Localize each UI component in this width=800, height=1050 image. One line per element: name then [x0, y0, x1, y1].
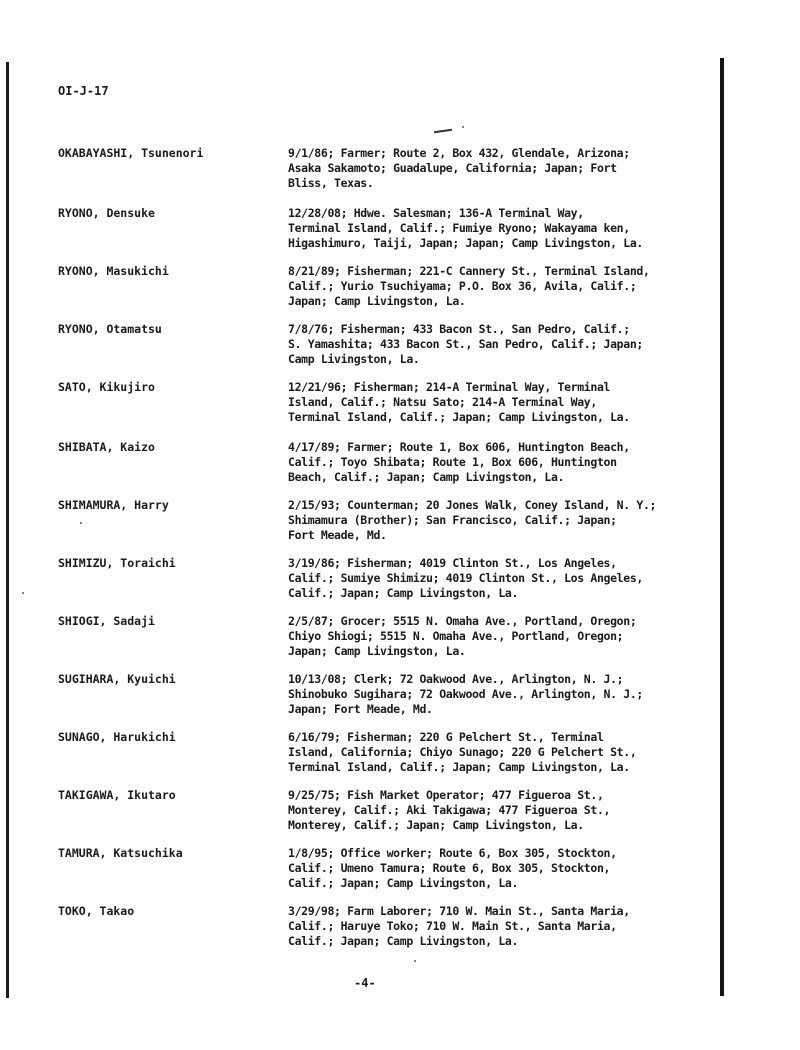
- entry-detail-line: Terminal Island, Calif.; Japan; Camp Livingston, La.: [288, 410, 630, 424]
- entry-name: SHIBATA, Kaizo: [58, 440, 155, 454]
- entry-detail-line: Terminal Island, Calif.; Japan; Camp Livingston, La.: [288, 760, 630, 774]
- document-id: OI-J-17: [58, 84, 109, 98]
- entry-detail-line: Calif.; Umeno Tamura; Route 6, Box 305, Stockton,: [288, 861, 611, 875]
- entry-detail-line: Camp Livingston, La.: [288, 352, 420, 366]
- entry-details: [288, 264, 713, 309]
- entry-detail-line: 1/8/95; Office worker; Route 6, Box 305, Stockton,: [288, 846, 617, 860]
- entry-detail-line: Japan; Fort Meade, Md.: [288, 702, 433, 716]
- entry-detail-line: Fort Meade, Md.: [288, 528, 387, 542]
- entry-details: [288, 730, 713, 775]
- entry-detail-line: 4/17/89; Farmer; Route 1, Box 606, Huntington Beach,: [288, 440, 630, 454]
- entry-name: TOKO, Takao: [58, 904, 135, 918]
- entry-details: [288, 440, 713, 485]
- entry-details: [288, 380, 713, 425]
- entry-detail-line: Calif.; Sumiye Shimizu; 4019 Clinton St., Los Angeles,: [288, 571, 643, 585]
- entry-name: RYONO, Densuke: [58, 206, 155, 220]
- entry-name: TAMURA, Katsuchika: [58, 846, 183, 860]
- entry-detail-line: Chiyo Shiogi; 5515 N. Omaha Ave., Portland, Oregon;: [288, 629, 624, 643]
- entry-detail-line: 9/1/86; Farmer; Route 2, Box 432, Glendale, Arizona;: [288, 146, 630, 160]
- entry-detail-line: Bliss, Texas.: [288, 176, 374, 190]
- entry-detail-line: Calif.; Japan; Camp Livingston, La.: [288, 586, 519, 600]
- entry-detail-line: S. Yamashita; 433 Bacon St., San Pedro, Calif.; Japan;: [288, 337, 643, 351]
- entry-name: SHIOGI, Sadaji: [58, 614, 155, 628]
- entry-details: [288, 498, 713, 543]
- entry-detail-line: Shinobuko Sugihara; 72 Oakwood Ave., Arlington, N. J.;: [288, 687, 643, 701]
- entry-details: [288, 206, 713, 251]
- entry-name: TAKIGAWA, Ikutaro: [58, 788, 176, 802]
- entry-details: [288, 846, 713, 891]
- entry-detail-line: 8/21/89; Fisherman; 221-C Cannery St., Terminal Island,: [288, 264, 650, 278]
- entry-detail-line: 10/13/08; Clerk; 72 Oakwood Ave., Arlington, N. J.;: [288, 672, 624, 686]
- entry-detail-line: 12/21/96; Fisherman; 214-A Terminal Way, Terminal: [288, 380, 611, 394]
- entry-details: [288, 146, 713, 191]
- entry-detail-line: 2/5/87; Grocer; 5515 N. Omaha Ave., Portland, Oregon;: [288, 614, 637, 628]
- entry-detail-line: Calif.; Japan; Camp Livingston, La.: [288, 934, 519, 948]
- page-number: -4-: [354, 976, 376, 990]
- entry-name: OKABAYASHI, Tsunenori: [58, 146, 204, 160]
- entry-name: SHIMAMURA, Harry: [58, 498, 169, 512]
- entry-detail-line: Calif.; Toyo Shibata; Route 1, Box 606, Huntington: [288, 455, 617, 469]
- entry-name: SATO, Kikujiro: [58, 380, 155, 394]
- entry-details: [288, 788, 713, 833]
- entry-name: RYONO, Masukichi: [58, 264, 169, 278]
- entry-detail-line: Monterey, Calif.; Aki Takigawa; 477 Figueroa St.,: [288, 803, 611, 817]
- entry-name: SUNAGO, Harukichi: [58, 730, 176, 744]
- entry-detail-line: 9/25/75; Fish Market Operator; 477 Figueroa St.,: [288, 788, 604, 802]
- entry-name: SUGIHARA, Kyuichi: [58, 672, 176, 686]
- entry-detail-line: 2/15/93; Counterman; 20 Jones Walk, Coney Island, N. Y.;: [288, 498, 657, 512]
- entry-detail-line: Calif.; Yurio Tsuchiyama; P.O. Box 36, Avila, Calif.;: [288, 279, 637, 293]
- entry-detail-line: Asaka Sakamoto; Guadalupe, California; Japan; Fort: [288, 161, 617, 175]
- entry-detail-line: 6/16/79; Fisherman; 220 G Pelchert St., Terminal: [288, 730, 604, 744]
- entry-detail-line: Japan; Camp Livingston, La.: [288, 294, 466, 308]
- entry-detail-line: Island, California; Chiyo Sunago; 220 G Pelchert St.,: [288, 745, 637, 759]
- entry-detail-line: Calif.; Haruye Toko; 710 W. Main St., Santa Maria,: [288, 919, 617, 933]
- entry-detail-line: Japan; Camp Livingston, La.: [288, 644, 466, 658]
- entry-details: [288, 672, 713, 717]
- entry-name: RYONO, Otamatsu: [58, 322, 162, 336]
- entry-detail-line: 3/19/86; Fisherman; 4019 Clinton St., Los Angeles,: [288, 556, 617, 570]
- entry-detail-line: 12/28/08; Hdwe. Salesman; 136-A Terminal Way,: [288, 206, 584, 220]
- entry-detail-line: Terminal Island, Calif.; Fumiye Ryono; Wakayama ken,: [288, 221, 630, 235]
- entry-detail-line: Monterey, Calif.; Japan; Camp Livingston, La.: [288, 818, 584, 832]
- entry-detail-line: 3/29/98; Farm Laborer; 710 W. Main St., Santa Maria,: [288, 904, 630, 918]
- entry-details: [288, 904, 713, 949]
- entry-details: [288, 322, 713, 367]
- entry-detail-line: 7/8/76; Fisherman; 433 Bacon St., San Pedro, Calif.;: [288, 322, 630, 336]
- entry-detail-line: Island, Calif.; Natsu Sato; 214-A Terminal Way,: [288, 395, 597, 409]
- entry-detail-line: Higashimuro, Taiji, Japan; Japan; Camp Livingston, La.: [288, 236, 643, 250]
- entry-detail-line: Beach, Calif.; Japan; Camp Livingston, La.: [288, 470, 565, 484]
- entry-details: [288, 614, 713, 659]
- entry-name: SHIMIZU, Toraichi: [58, 556, 176, 570]
- entry-detail-line: Shimamura (Brother); San Francisco, Calif.; Japan;: [288, 513, 617, 527]
- entry-details: [288, 556, 713, 601]
- entry-detail-line: Calif.; Japan; Camp Livingston, La.: [288, 876, 519, 890]
